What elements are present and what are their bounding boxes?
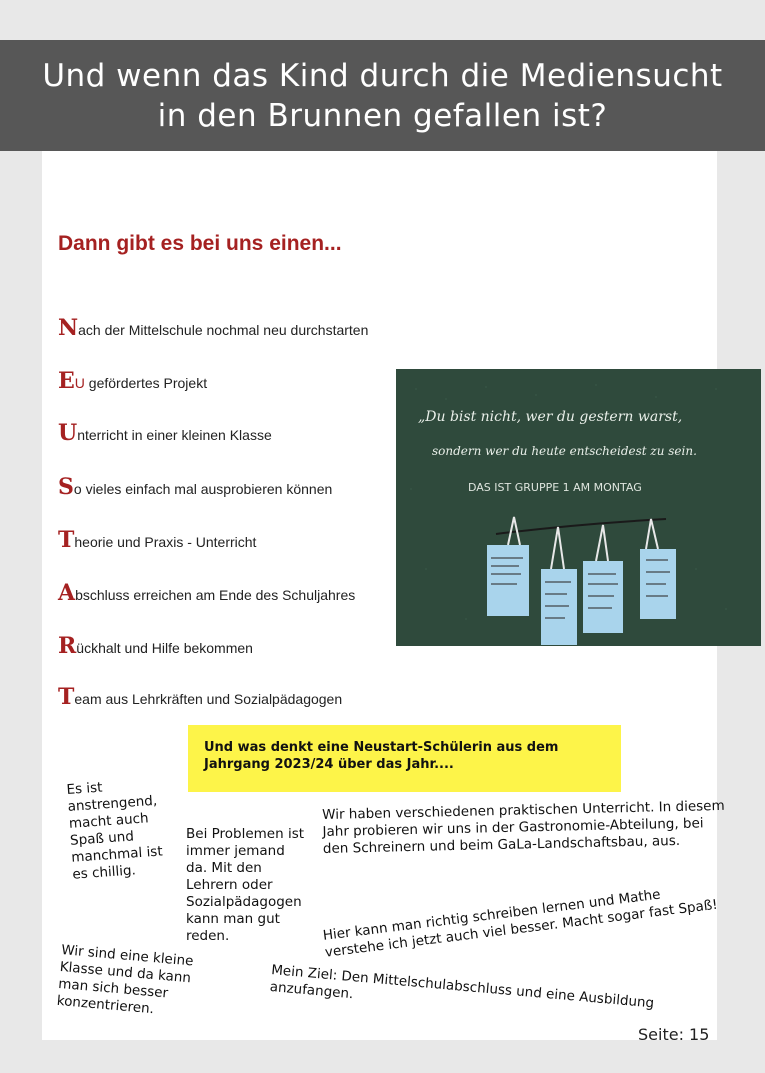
- acrostic-letter: E: [58, 368, 75, 394]
- callout-box: [188, 725, 621, 792]
- acrostic-letter: U: [58, 420, 78, 446]
- callout-text: Und was denkt eine Neustart-Schülerin aus dem Jahrgang 2023/24 über das Jahr....: [204, 740, 559, 772]
- acrostic-text: ach der Mittelschule nochmal neu durchstarten: [78, 322, 369, 338]
- header-banner: [0, 40, 765, 151]
- page-title: Und wenn das Kind durch die Mediensucht in den Brunnen gefallen ist?: [42, 57, 723, 134]
- acrostic-letter: T: [58, 684, 75, 710]
- quote-practical: Wir haben verschiedenen praktischen Unterricht. In diesem Jahr probieren wir uns in der Gastronomie-Abteilung, bei den Schreinern und beim GaLa-Landschaftsbau, aus.: [322, 797, 725, 857]
- acrostic-text: heorie und Praxis - Unterricht: [74, 534, 257, 550]
- acrostic-item-r: [58, 633, 253, 659]
- acrostic-text: ückhalt und Hilfe bekommen: [76, 640, 253, 656]
- acrostic-item-t2: [58, 684, 342, 710]
- acrostic-letter: R: [58, 633, 77, 659]
- acrostic-letter-small: U: [74, 375, 85, 391]
- acrostic-text: gefördertes Projekt: [84, 375, 208, 391]
- chalkboard-photo: [396, 369, 761, 646]
- page-number: Seite: 15: [638, 1025, 710, 1044]
- acrostic-text: nterricht in einer kleinen Klasse: [77, 427, 272, 443]
- quote-learning: Hier kann man richtig schreiben lernen und Mathe verstehe ich jetzt auch viel besser. Macht sogar fast Spaß!: [322, 886, 719, 961]
- acrostic-item-t: [58, 527, 256, 553]
- acrostic-text: eam aus Lehrkräften und Sozialpädagogen: [74, 691, 343, 707]
- acrostic-letter: A: [58, 580, 76, 606]
- quote-goal: Mein Ziel: Den Mittelschulabschluss und eine Ausbildung anzufangen.: [269, 962, 655, 1012]
- acrostic-text: bschluss erreichen am Ende des Schuljahres: [75, 587, 356, 603]
- acrostic-item-a: [58, 580, 355, 606]
- quote-problems: Bei Problemen ist immer jemand da. Mit den Lehrern oder Sozialpädagogen kann man gut reden.: [186, 826, 305, 944]
- acrostic-letter: S: [58, 474, 74, 500]
- acrostic-item-u: [58, 420, 272, 446]
- acrostic-text: o vieles einfach mal ausprobieren können: [73, 481, 333, 497]
- intro-heading: Dann gibt es bei uns einen...: [58, 232, 342, 255]
- chalk-group-line: DAS IST GRUPPE 1 AM MONTAG: [468, 481, 642, 494]
- acrostic-letter: T: [58, 527, 75, 553]
- chalk-quote-line2: sondern wer du heute entscheidest zu sein.: [432, 444, 697, 458]
- acrostic-item-s: [58, 474, 332, 500]
- acrostic-item-n: [58, 315, 368, 341]
- chalk-quote-line1: „Du bist nicht, wer du gestern warst,: [418, 409, 683, 425]
- hanging-card-1: [487, 545, 529, 616]
- acrostic-letter: N: [58, 315, 79, 341]
- quote-exhausting: Es ist anstrengend, macht auch Spaß und manchmal ist es chillig.: [66, 779, 164, 883]
- quote-small-class: Wir sind eine kleine Klasse und da kann man sich besser konzentrieren.: [56, 942, 195, 1018]
- acrostic-item-e: [58, 368, 207, 394]
